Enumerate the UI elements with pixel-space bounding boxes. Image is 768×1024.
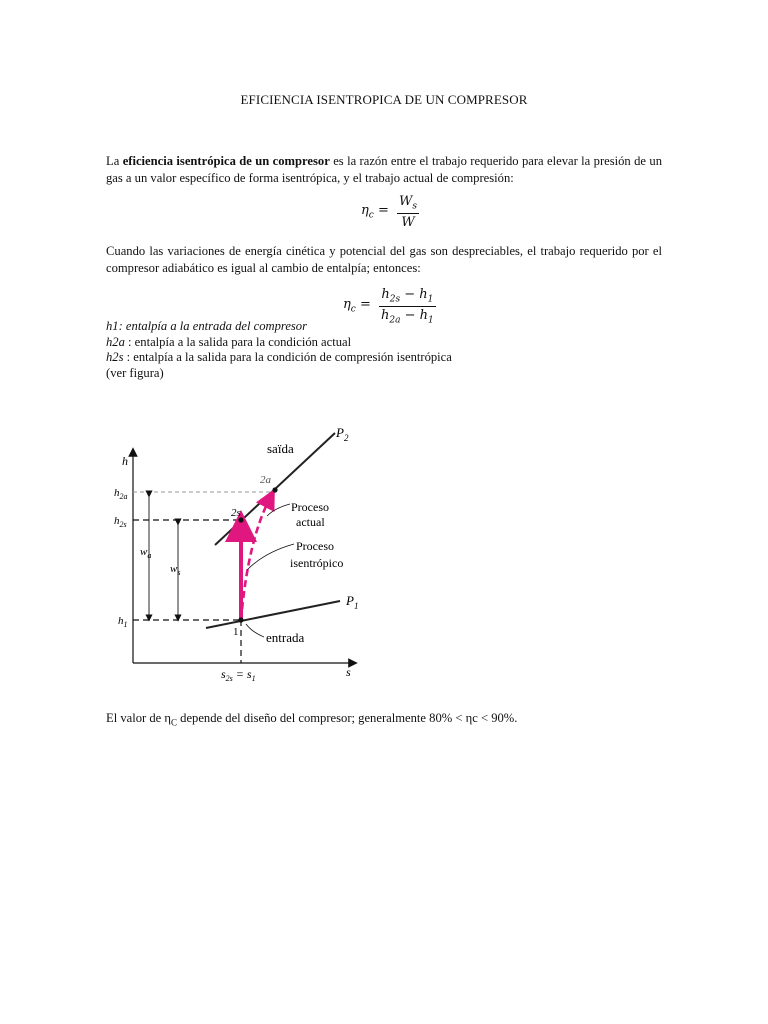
entrada-label: entrada [266, 630, 305, 645]
hs-diagram [100, 420, 380, 690]
point-2a-label: 2a [260, 474, 271, 486]
s2s-equals-s1-label: $s_{2s} = s_1$ [221, 667, 256, 683]
intro-bold-term: eficiencia isentrópica de un compresor [122, 154, 330, 168]
isobar-p1 [206, 601, 340, 628]
point-2s-label: 2s [231, 507, 241, 519]
h2s-tick-label: $h_{2s}$ [114, 515, 127, 529]
proceso-actual-label-1: Proceso [291, 500, 329, 514]
intro-paragraph: La eficiencia isentrópica de un compresor es la razón entre el trabajo requerido para elevar la presión de un gas a un valor específico de forma isentrópica, y el trabajo actual de compresión: [106, 154, 662, 185]
salida-label: saïda [267, 441, 294, 456]
proceso-actual-pointer [267, 504, 290, 516]
definition-see-figure: (ver figura) [106, 365, 164, 380]
definitions-list [106, 319, 452, 381]
definition-h1: h1: entalpía a la entrada del compresor [106, 319, 308, 333]
document-title: EFICIENCIA ISENTROPICA DE UN COMPRESOR [240, 92, 528, 107]
s-axis-label: s [346, 665, 351, 679]
proceso-isentropico-label-2: isentrópico [290, 556, 344, 570]
wa-label: $w_a$ [140, 546, 152, 560]
p1-label: $P_1$ [346, 593, 359, 611]
entrada-pointer [246, 624, 264, 637]
closing-paragraph: El valor de $\eta_C$ depende del diseño del compresor; generalmente 80% < ηc < 90%. [106, 711, 518, 728]
definition-h2s: h2s : entalpía a la salida para la condición de compresión isentrópica [106, 350, 452, 364]
point-1-label: 1 [233, 626, 239, 638]
p2-label: $P_2$ [336, 425, 349, 443]
h-axis-label: h [122, 454, 128, 468]
enthalpy-paragraph: Cuando las variaciones de energía cinética y potencial del gas son despreciables, el trabajo requerido por el compresor adiabático es igual al cambio de entalpía; entonces: [106, 244, 662, 275]
equation-efficiency-enthalpy: $\eta_c$ = $\frac{h_{2s} - h_1}{h_{2a} - h_1}$ [343, 287, 434, 326]
proceso-isentropico-pointer [247, 544, 294, 570]
ws-label: $w_s$ [170, 563, 181, 577]
h2a-tick-label: $h_{2a}$ [114, 487, 128, 501]
h1-tick-label: $h_1$ [118, 615, 128, 629]
state-point-2a [272, 487, 277, 492]
definition-h2a: h2a : entalpía a la salida para la condición actual [106, 334, 352, 349]
proceso-actual-label-2: actual [296, 515, 325, 529]
proceso-isentropico-label-1: Proceso [296, 539, 334, 553]
state-point-1 [238, 617, 243, 622]
equation-efficiency-work: $\eta_c$ = $\frac{W_s}{W}$ [361, 194, 418, 230]
